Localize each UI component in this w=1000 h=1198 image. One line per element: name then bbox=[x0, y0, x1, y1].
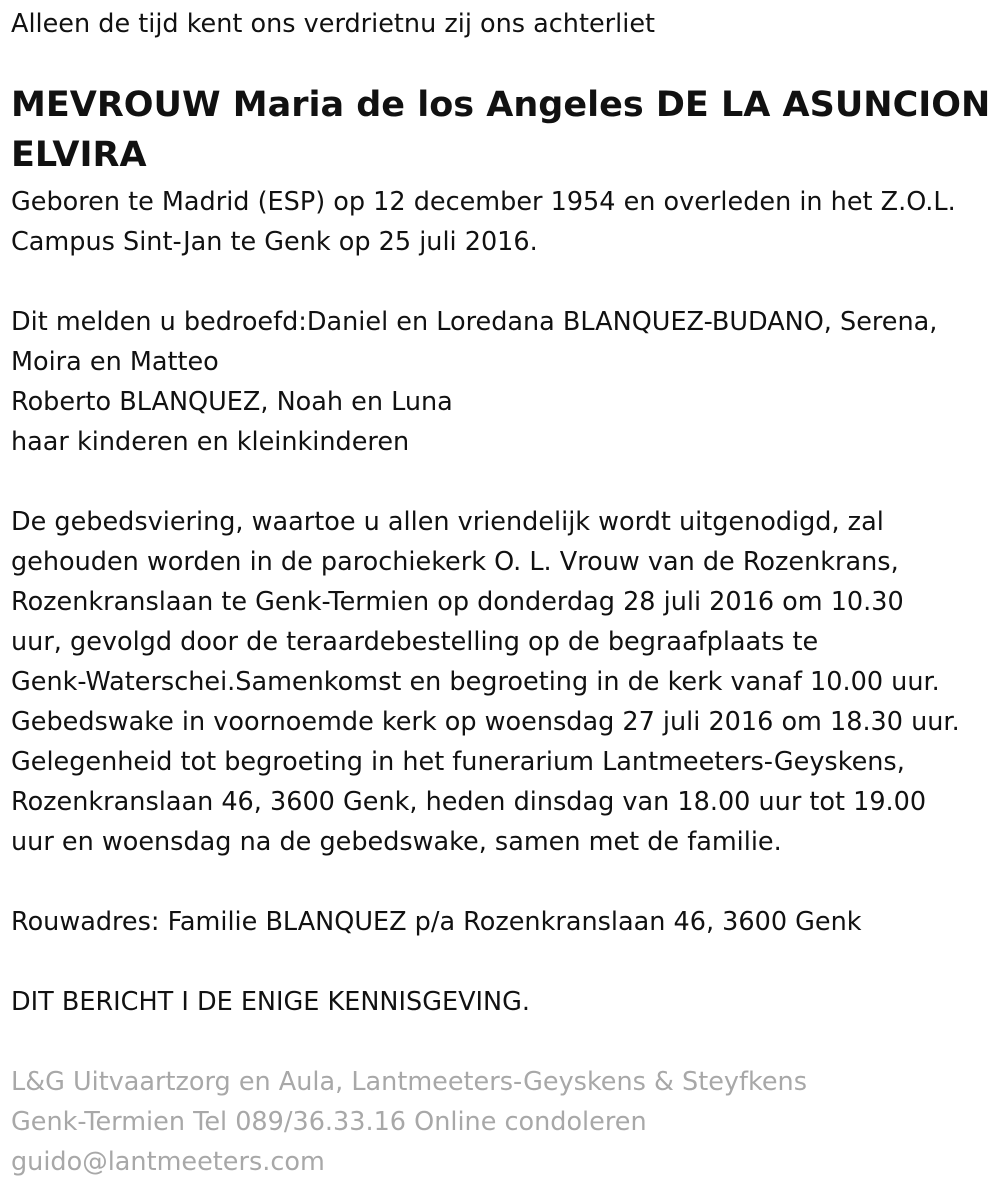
mourning-address: Rouwadres: Familie BLANQUEZ p/a Rozenkranslaan 46, 3600 Genk bbox=[11, 907, 862, 937]
deceased-name-line-1: MEVROUW Maria de los Angeles DE LA ASUNCION bbox=[11, 85, 991, 125]
motto: Alleen de tijd kent ons verdrietnu zij ons achterliet bbox=[11, 9, 655, 39]
ceremony-line-8: Rozenkranslaan 46, 3600 Genk, heden dinsdag van 18.00 uur tot 19.00 bbox=[11, 787, 927, 817]
ceremony-line-1: De gebedsviering, waartoe u allen vriendelijk wordt uitgenodigd, zal bbox=[11, 507, 884, 537]
family-line-3: Roberto BLANQUEZ, Noah en Luna bbox=[11, 387, 453, 417]
birth-death-line-1: Geboren te Madrid (ESP) op 12 december 1954 en overleden in het Z.O.L. bbox=[11, 187, 956, 217]
ceremony-line-3: Rozenkranslaan te Genk-Termien op donderdag 28 juli 2016 om 10.30 bbox=[11, 587, 904, 617]
funeral-home-line-1: L&G Uitvaartzorg en Aula, Lantmeeters-Geyskens & Steyfkens bbox=[11, 1067, 807, 1097]
notice-statement: DIT BERICHT I DE ENIGE KENNISGEVING. bbox=[11, 987, 530, 1017]
ceremony-line-7: Gelegenheid tot begroeting in het funerarium Lantmeeters-Geyskens, bbox=[11, 747, 905, 777]
ceremony-line-6: Gebedswake in voornoemde kerk op woensdag 27 juli 2016 om 18.30 uur. bbox=[11, 707, 960, 737]
family-line-2: Moira en Matteo bbox=[11, 347, 219, 377]
family-line-4: haar kinderen en kleinkinderen bbox=[11, 427, 410, 457]
ceremony-line-2: gehouden worden in de parochiekerk O. L. Vrouw van de Rozenkrans, bbox=[11, 547, 899, 577]
ceremony-line-4: uur, gevolgd door de teraardebestelling op de begraafplaats te bbox=[11, 627, 819, 657]
ceremony-line-9: uur en woensdag na de gebedswake, samen met de familie. bbox=[11, 827, 782, 857]
ceremony-line-5: Genk-Waterschei.Samenkomst en begroeting in de kerk vanaf 10.00 uur. bbox=[11, 667, 940, 697]
family-line-1: Dit melden u bedroefd:Daniel en Loredana BLANQUEZ-BUDANO, Serena, bbox=[11, 307, 938, 337]
deceased-name-line-2: ELVIRA bbox=[11, 135, 147, 175]
funeral-home-line-2: Genk-Termien Tel 089/36.33.16 Online condoleren bbox=[11, 1107, 647, 1137]
funeral-home-email: guido@lantmeeters.com bbox=[11, 1147, 325, 1177]
birth-death-line-2: Campus Sint-Jan te Genk op 25 juli 2016. bbox=[11, 227, 538, 257]
